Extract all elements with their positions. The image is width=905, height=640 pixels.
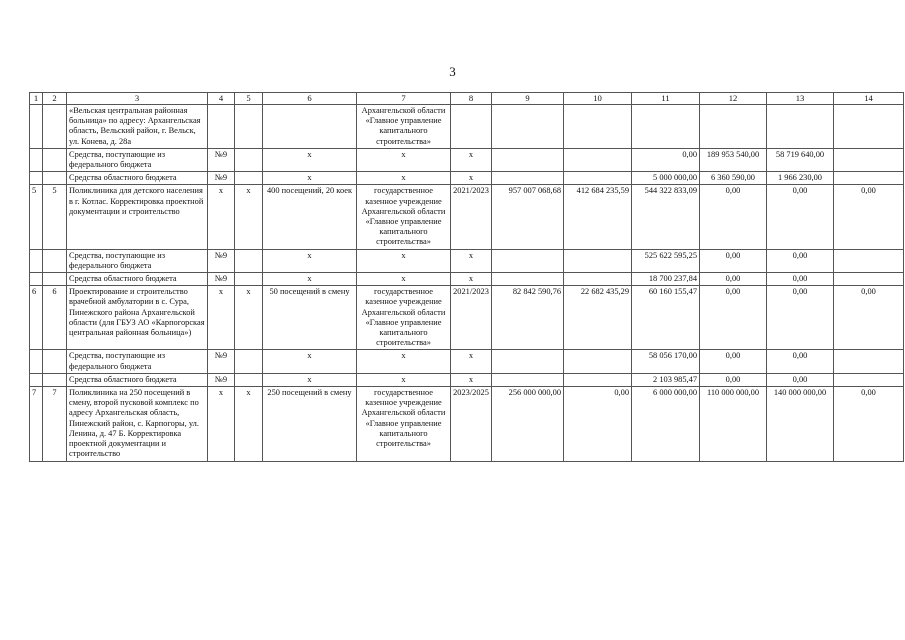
cell-col-6: х xyxy=(263,172,357,185)
cell-col-10 xyxy=(564,105,632,149)
cell-col-14 xyxy=(834,148,904,171)
cell-col-9: 82 842 590,76 xyxy=(492,286,564,350)
cell-col-2 xyxy=(43,148,67,171)
cell-col-2 xyxy=(43,273,67,286)
cell-col-7: х xyxy=(357,148,451,171)
cell-col-2 xyxy=(43,373,67,386)
cell-col-10: 0,00 xyxy=(564,387,632,461)
cell-col-13: 1 966 230,00 xyxy=(767,172,834,185)
cell-col-14: 0,00 xyxy=(834,286,904,350)
cell-col-2 xyxy=(43,350,67,373)
col-header-6: 6 xyxy=(263,93,357,105)
cell-col-12: 110 000 000,00 xyxy=(700,387,767,461)
cell-col-5 xyxy=(235,350,263,373)
cell-col-13 xyxy=(767,105,834,149)
cell-col-12: 0,00 xyxy=(700,273,767,286)
cell-col-9 xyxy=(492,105,564,149)
cell-col-7: х xyxy=(357,273,451,286)
cell-col-14 xyxy=(834,105,904,149)
cell-col-1: 7 xyxy=(30,387,43,461)
cell-col-14 xyxy=(834,350,904,373)
cell-col-5 xyxy=(235,148,263,171)
table-row xyxy=(30,273,904,286)
cell-col-8 xyxy=(451,105,492,149)
col-header-10: 10 xyxy=(564,93,632,105)
cell-col-12: 0,00 xyxy=(700,286,767,350)
cell-col-14 xyxy=(834,249,904,272)
cell-col-11: 60 160 155,47 xyxy=(632,286,700,350)
cell-col-11: 2 103 985,47 xyxy=(632,373,700,386)
table-row xyxy=(30,105,904,149)
cell-col-1 xyxy=(30,172,43,185)
cell-col-13: 0,00 xyxy=(767,185,834,249)
cell-col-9: 957 007 068,68 xyxy=(492,185,564,249)
cell-col-8: х xyxy=(451,249,492,272)
cell-col-10 xyxy=(564,350,632,373)
cell-col-11: 58 056 170,00 xyxy=(632,350,700,373)
cell-col-7: х xyxy=(357,373,451,386)
cell-col-13: 58 719 640,00 xyxy=(767,148,834,171)
cell-col-9 xyxy=(492,148,564,171)
cell-col-8: х xyxy=(451,172,492,185)
cell-col-6: х xyxy=(263,148,357,171)
cell-col-8: 2021/2023 xyxy=(451,185,492,249)
cell-col-1 xyxy=(30,350,43,373)
cell-col-4: №9 xyxy=(208,373,235,386)
cell-col-3: «Вельская центральная районная больница» по адресу: Архангельская область, Вельский район, г. Вельск, ул. Конева, д. 28а xyxy=(67,105,208,149)
header-row xyxy=(30,93,904,105)
cell-col-7: х xyxy=(357,172,451,185)
cell-col-4: №9 xyxy=(208,148,235,171)
cell-col-4: №9 xyxy=(208,249,235,272)
cell-col-9 xyxy=(492,373,564,386)
cell-col-1: 5 xyxy=(30,185,43,249)
cell-col-6: 250 посещений в смену xyxy=(263,387,357,461)
cell-col-2 xyxy=(43,172,67,185)
cell-col-12: 6 360 590,00 xyxy=(700,172,767,185)
cell-col-2 xyxy=(43,249,67,272)
cell-col-4: х xyxy=(208,185,235,249)
cell-col-14 xyxy=(834,172,904,185)
cell-col-12: 0,00 xyxy=(700,249,767,272)
cell-col-1 xyxy=(30,373,43,386)
cell-col-11: 525 622 595,25 xyxy=(632,249,700,272)
cell-col-5: х xyxy=(235,387,263,461)
col-header-1: 1 xyxy=(30,93,43,105)
cell-col-13: 140 000 000,00 xyxy=(767,387,834,461)
col-header-13: 13 xyxy=(767,93,834,105)
cell-col-3: Средства областного бюджета xyxy=(67,172,208,185)
cell-col-11: 18 700 237,84 xyxy=(632,273,700,286)
cell-col-13: 0,00 xyxy=(767,350,834,373)
cell-col-7: х xyxy=(357,249,451,272)
table-row xyxy=(30,373,904,386)
cell-col-5: х xyxy=(235,185,263,249)
cell-col-12: 0,00 xyxy=(700,350,767,373)
col-header-3: 3 xyxy=(67,93,208,105)
cell-col-10 xyxy=(564,273,632,286)
col-header-12: 12 xyxy=(700,93,767,105)
cell-col-13: 0,00 xyxy=(767,373,834,386)
cell-col-12: 189 953 540,00 xyxy=(700,148,767,171)
cell-col-9 xyxy=(492,273,564,286)
cell-col-8: 2021/2023 xyxy=(451,286,492,350)
cell-col-14 xyxy=(834,373,904,386)
cell-col-8: х xyxy=(451,350,492,373)
cell-col-5 xyxy=(235,249,263,272)
cell-col-6: 50 посещений в смену xyxy=(263,286,357,350)
cell-col-3: Поликлиника для детского населения в г. Котлас. Корректировка проектной документации и строительство xyxy=(67,185,208,249)
cell-col-11: 6 000 000,00 xyxy=(632,387,700,461)
cell-col-10: 22 682 435,29 xyxy=(564,286,632,350)
col-header-4: 4 xyxy=(208,93,235,105)
cell-col-7: х xyxy=(357,350,451,373)
cell-col-2: 6 xyxy=(43,286,67,350)
cell-col-5: х xyxy=(235,286,263,350)
table-row xyxy=(30,172,904,185)
cell-col-10 xyxy=(564,249,632,272)
cell-col-4: х xyxy=(208,286,235,350)
col-header-2: 2 xyxy=(43,93,67,105)
cell-col-9 xyxy=(492,350,564,373)
cell-col-12 xyxy=(700,105,767,149)
cell-col-13: 0,00 xyxy=(767,286,834,350)
cell-col-11: 0,00 xyxy=(632,148,700,171)
cell-col-11: 544 322 833,09 xyxy=(632,185,700,249)
cell-col-9: 256 000 000,00 xyxy=(492,387,564,461)
cell-col-14: 0,00 xyxy=(834,387,904,461)
cell-col-1: 6 xyxy=(30,286,43,350)
cell-col-13: 0,00 xyxy=(767,249,834,272)
cell-col-4: №9 xyxy=(208,350,235,373)
cell-col-7: государственное казенное учреждение Архангельской области «Главное управление капитального строительства» xyxy=(357,185,451,249)
col-header-14: 14 xyxy=(834,93,904,105)
budget-table xyxy=(29,92,904,462)
cell-col-11 xyxy=(632,105,700,149)
cell-col-1 xyxy=(30,148,43,171)
cell-col-5 xyxy=(235,172,263,185)
cell-col-6: х xyxy=(263,249,357,272)
cell-col-3: Средства областного бюджета xyxy=(67,273,208,286)
cell-col-8: х xyxy=(451,273,492,286)
table-row xyxy=(30,185,904,249)
cell-col-5 xyxy=(235,373,263,386)
cell-col-9 xyxy=(492,172,564,185)
cell-col-2: 5 xyxy=(43,185,67,249)
col-header-9: 9 xyxy=(492,93,564,105)
table-row xyxy=(30,249,904,272)
cell-col-14: 0,00 xyxy=(834,185,904,249)
cell-col-4: №9 xyxy=(208,172,235,185)
cell-col-10 xyxy=(564,373,632,386)
table-row xyxy=(30,350,904,373)
cell-col-10 xyxy=(564,172,632,185)
cell-col-3: Средства, поступающие из федерального бюджета xyxy=(67,148,208,171)
table-row xyxy=(30,387,904,461)
cell-col-11: 5 000 000,00 xyxy=(632,172,700,185)
cell-col-4 xyxy=(208,105,235,149)
cell-col-8: х xyxy=(451,373,492,386)
cell-col-5 xyxy=(235,105,263,149)
page-number: 3 xyxy=(449,64,456,79)
cell-col-1 xyxy=(30,249,43,272)
col-header-8: 8 xyxy=(451,93,492,105)
table-row xyxy=(30,148,904,171)
cell-col-7: государственное казенное учреждение Архангельской области «Главное управление капитального строительства» xyxy=(357,286,451,350)
cell-col-6: х xyxy=(263,350,357,373)
cell-col-4: №9 xyxy=(208,273,235,286)
cell-col-3: Средства областного бюджета xyxy=(67,373,208,386)
col-header-7: 7 xyxy=(357,93,451,105)
col-header-5: 5 xyxy=(235,93,263,105)
cell-col-14 xyxy=(834,273,904,286)
cell-col-1 xyxy=(30,273,43,286)
cell-col-2: 7 xyxy=(43,387,67,461)
cell-col-6 xyxy=(263,105,357,149)
cell-col-7: государственное казенное учреждение Архангельской области «Главное управление капитального строительства» xyxy=(357,387,451,461)
cell-col-6: х xyxy=(263,373,357,386)
cell-col-8: 2023/2025 xyxy=(451,387,492,461)
cell-col-3: Средства, поступающие из федерального бюджета xyxy=(67,249,208,272)
cell-col-12: 0,00 xyxy=(700,185,767,249)
cell-col-13: 0,00 xyxy=(767,273,834,286)
cell-col-7: Архангельской области «Главное управление капитального строительства» xyxy=(357,105,451,149)
cell-col-12: 0,00 xyxy=(700,373,767,386)
cell-col-1 xyxy=(30,105,43,149)
col-header-11: 11 xyxy=(632,93,700,105)
cell-col-10: 412 684 235,59 xyxy=(564,185,632,249)
cell-col-4: х xyxy=(208,387,235,461)
table-row xyxy=(30,286,904,350)
cell-col-10 xyxy=(564,148,632,171)
cell-col-9 xyxy=(492,249,564,272)
cell-col-6: 400 посещений, 20 коек xyxy=(263,185,357,249)
cell-col-5 xyxy=(235,273,263,286)
cell-col-3: Средства, поступающие из федерального бюджета xyxy=(67,350,208,373)
cell-col-8: х xyxy=(451,148,492,171)
cell-col-3: Поликлиника на 250 посещений в смену, второй пусковой комплекс по адресу Архангельская область, Пинежский район, с. Карпогоры, ул. Ленина, д. 47 Б. Корректировка проектной документации и строительство xyxy=(67,387,208,461)
cell-col-6: х xyxy=(263,273,357,286)
cell-col-3: Проектирование и строительство врачебной амбулатории в с. Сура, Пинежского района Архангельской области (для ГБУЗ АО «Карпогорская центральная районная больница») xyxy=(67,286,208,350)
cell-col-2 xyxy=(43,105,67,149)
